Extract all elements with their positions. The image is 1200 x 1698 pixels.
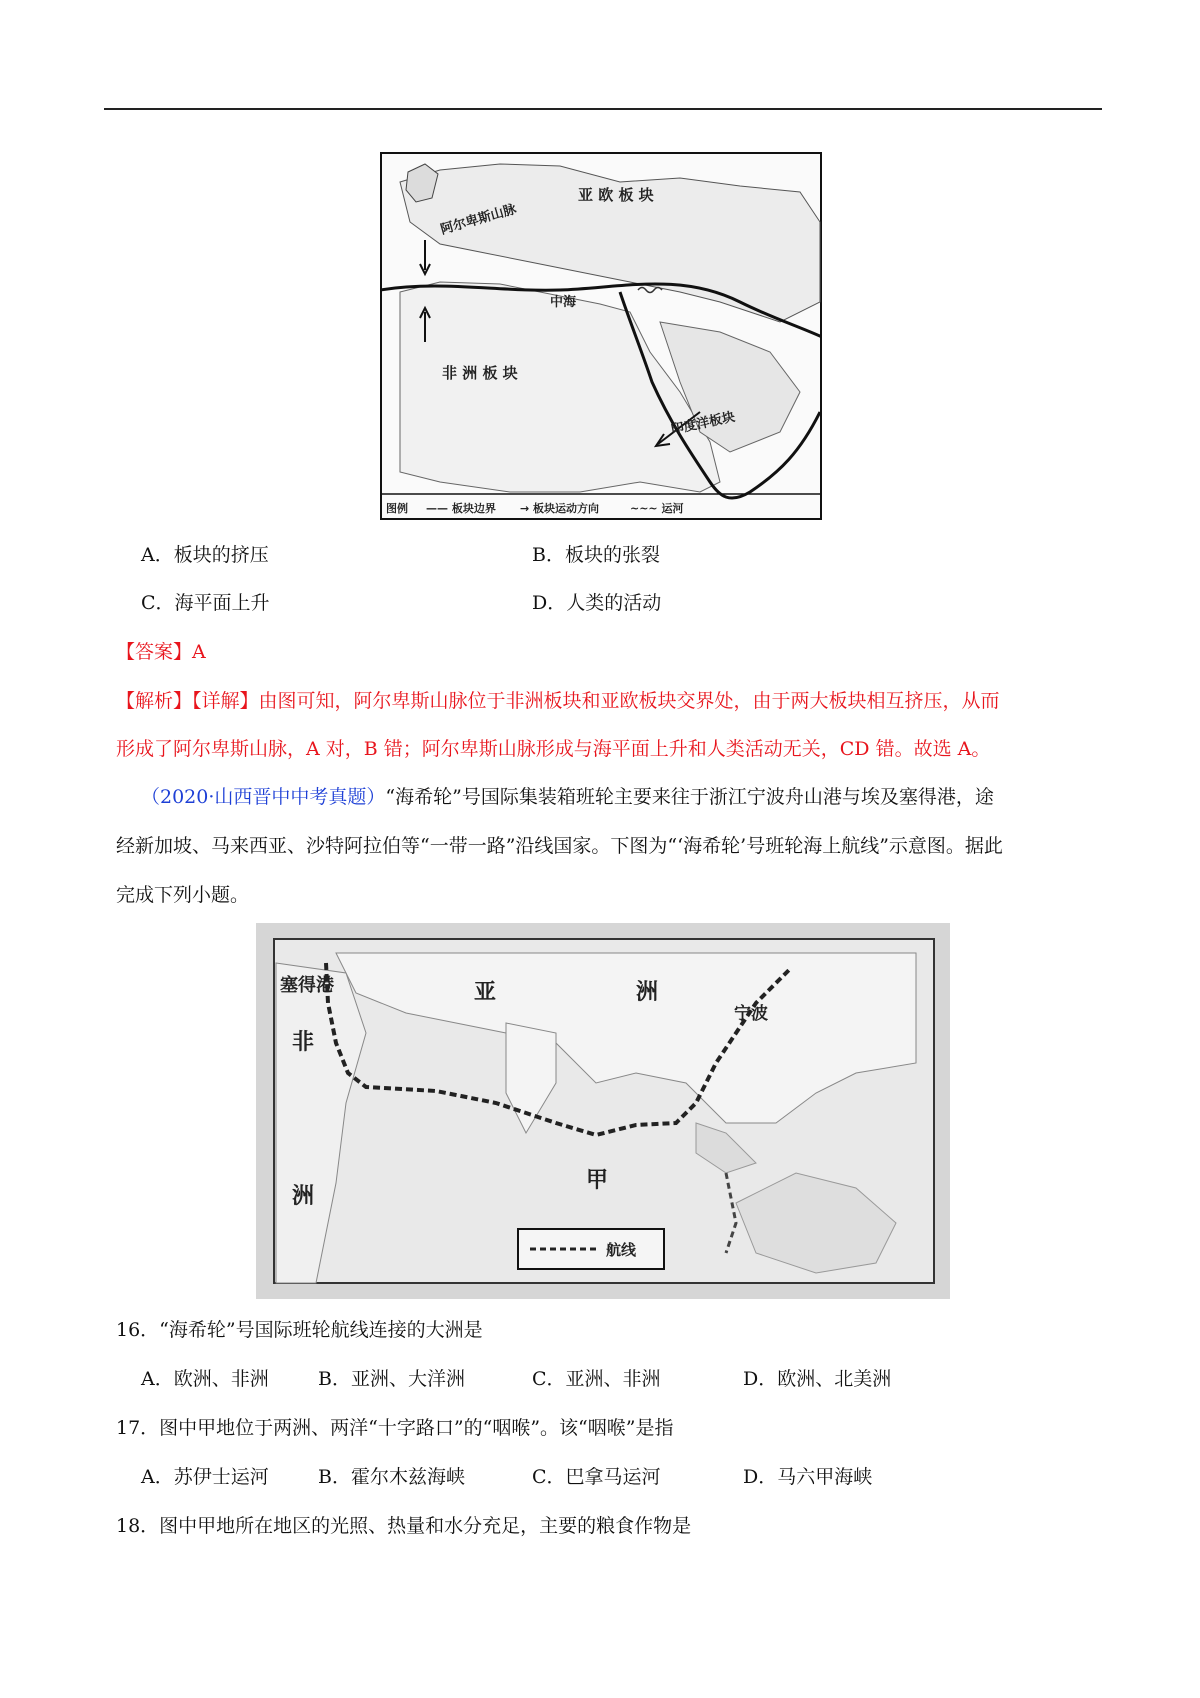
q17-option-d: D．马六甲海峡 (743, 1466, 873, 1488)
analysis-label: 【解析】【详解】 (116, 690, 259, 712)
label-ningbo: 宁波 (734, 1004, 768, 1024)
legend-canal: ~~~ 运河 (630, 502, 684, 515)
intro-line-1: （2020·山西晋中中考真题）“海希轮”号国际集装箱班轮主要来往于浙江宁波舟山港与埃及塞得港，途 (141, 786, 994, 808)
answer-value: A (192, 641, 206, 663)
prev-option-d: D．人类的活动 (532, 592, 662, 614)
shipping-route-map (256, 923, 950, 1299)
label-indian-plate: 印度洋板块 (669, 409, 737, 438)
question-17-stem: 17．图中甲地位于两洲、两洋“十字路口”的“咽喉”。该“咽喉”是指 (116, 1417, 674, 1439)
label-asia-char2: 洲 (636, 980, 659, 1005)
analysis-line-1: 【解析】【详解】由图可知，阿尔卑斯山脉位于非洲板块和亚欧板块交界处，由于两大板块相互挤压，从而 (116, 690, 1000, 712)
prev-option-c: C．海平面上升 (141, 592, 270, 614)
legend-prefix: 图例 (386, 502, 408, 515)
label-jia: 甲 (586, 1168, 609, 1193)
intro-line-3: 完成下列小题。 (116, 884, 250, 906)
label-africa-char1: 非 (292, 1030, 315, 1055)
label-port-said: 塞得港 (280, 975, 334, 996)
q16-option-b: B．亚洲、大洋洲 (318, 1368, 465, 1390)
legend-direction: → 板块运动方向 (520, 502, 600, 515)
question-source: （2020·山西晋中中考真题） (141, 786, 386, 808)
q17-option-c: C．巴拿马运河 (532, 1466, 661, 1488)
label-african-plate: 非 洲 板 块 (442, 364, 518, 382)
question-18-stem: 18．图中甲地所在地区的光照、热量和水分充足，主要的粮食作物是 (116, 1515, 692, 1537)
label-africa-char2: 洲 (292, 1184, 315, 1209)
analysis-line-2: 形成了阿尔卑斯山脉，A 对，B 错；阿尔卑斯山脉形成与海平面上升和人类活动无关，CD 错。故选 A。 (116, 738, 991, 760)
q16-option-d: D．欧洲、北美洲 (743, 1368, 892, 1390)
header-rule (104, 108, 1102, 110)
answer-line (116, 643, 206, 662)
q17-option-b: B．霍尔木兹海峡 (318, 1466, 465, 1488)
intro-line-2: 经新加坡、马来西亚、沙特阿拉伯等“一带一路”沿线国家。下图为“‘海希轮’号班轮海上航线”示意图。据此 (116, 835, 1003, 857)
q17-option-a: A．苏伊士运河 (141, 1466, 269, 1488)
plate-tectonics-map (380, 152, 822, 520)
q16-option-c: C．亚洲、非洲 (532, 1368, 661, 1390)
q16-option-a: A．欧洲、非洲 (141, 1368, 269, 1390)
legend-boundary: —— 板块边界 (426, 502, 496, 515)
question-16-stem: 16．“海希轮”号国际班轮航线连接的大洲是 (116, 1319, 483, 1341)
label-eurasia-plate: 亚 欧 板 块 (578, 186, 654, 204)
prev-option-a: A．板块的挤压 (141, 544, 269, 566)
answer-label: 【答案】 (116, 641, 193, 663)
label-alps: 阿尔卑斯山脉 (438, 201, 519, 238)
label-asia-char1: 亚 (474, 980, 497, 1005)
legend-route-label: 航线 (606, 1241, 637, 1259)
label-mediterranean: 中海 (550, 295, 577, 310)
prev-option-b: B．板块的张裂 (532, 544, 660, 566)
